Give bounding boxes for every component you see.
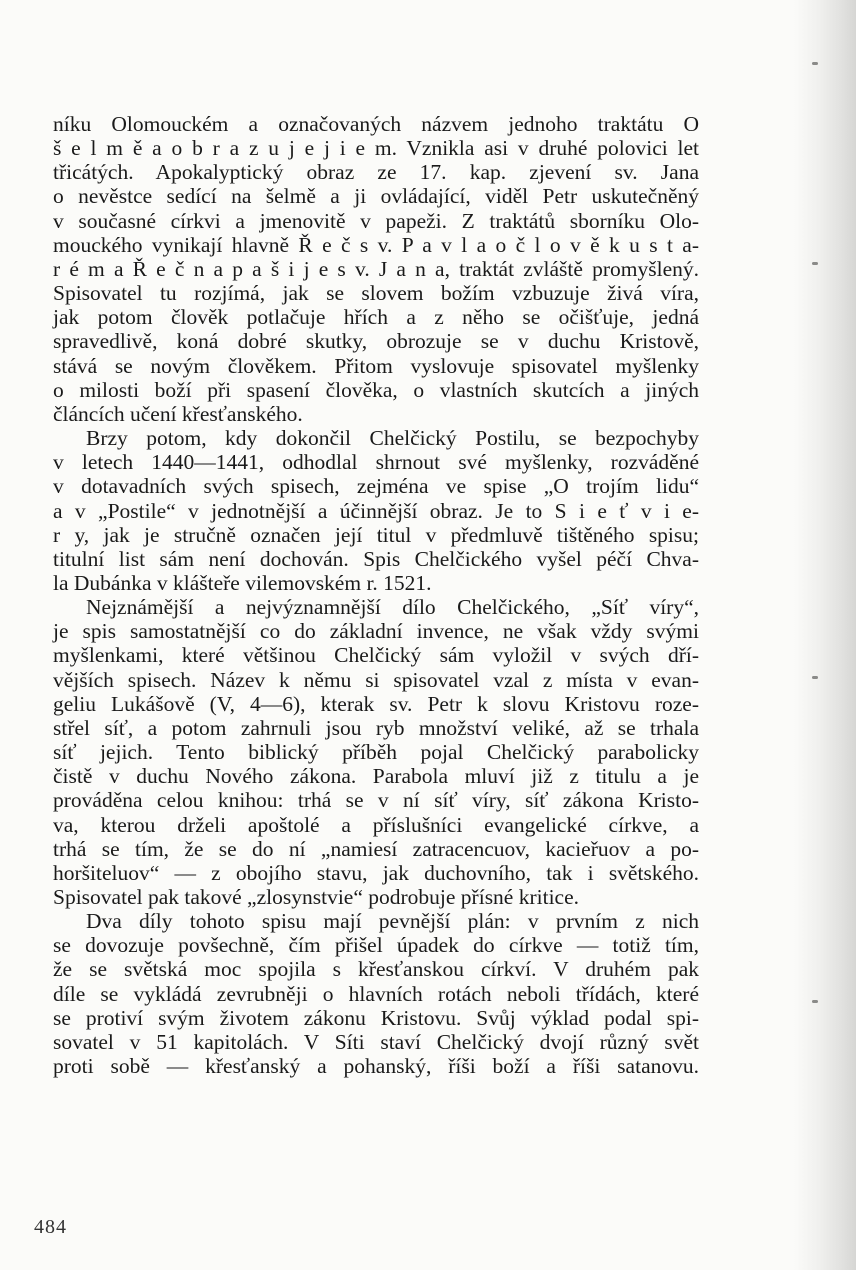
text-line: v dotavadních svých spisech, zejména ve spise „O trojím lidu“ — [53, 474, 699, 499]
text-line: horšiteluov“ — z obojího stavu, jak duchovního, tak i světského. — [53, 860, 699, 885]
text-line: mouckého vynikají hlavně Ř e č s v. P a v l a o č l o v ě k u s t a- — [53, 232, 699, 257]
text-line: stává se novým člověkem. Přitom vyslovuje spisovatel myšlenky — [53, 353, 699, 378]
text-line: sovatel v 51 kapitolách. V Síti staví Chelčický dvojí různý svět — [53, 1029, 699, 1054]
text-line: v letech 1440—1441, odhodlal shrnout své myšlenky, rozváděné — [53, 450, 699, 475]
text-line: v současné církvi a jmenovitě v papeži. Z traktátů sborníku Olo- — [53, 208, 699, 233]
text-line: je spis samostatnější co do základní invence, ne však vždy svými — [53, 619, 699, 644]
text-line: vějších spisech. Název k němu si spisovatel vzal z místa v evan- — [53, 667, 699, 692]
margin-mark — [812, 1000, 818, 1003]
margin-mark — [812, 262, 818, 265]
text-line: va, kterou drželi apoštolé a příslušníci evangelické církve, a — [53, 812, 699, 837]
text-line: geliu Lukášově (V, 4—6), kterak sv. Petr k slovu Kristovu roze- — [53, 691, 699, 716]
text-line: la Dubánka v klášteře vilemovském r. 1521. — [53, 570, 432, 595]
text-line: myšlenkami, které většinou Chelčický sám vyložil v svých dří- — [53, 643, 699, 668]
text-line: se dovozuje povšechně, čím přišel úpadek do církve — totiž tím, — [53, 933, 699, 958]
text-line: že se světská moc spojila s křesťanskou církví. V druhém pak — [53, 957, 699, 982]
text-line: o nevěstce sedící na šelmě a ji ovládající, viděl Petr uskutečněný — [53, 184, 699, 209]
text-line: níku Olomouckém a označovaných názvem jednoho traktátu O — [53, 112, 699, 136]
text-line: jak potom člověk potlačuje hřích a z něho se očišťuje, jedná — [53, 305, 699, 330]
text-line: prováděna celou knihou: trhá se v ní síť víry, síť zákona Kristo- — [53, 788, 699, 813]
text-line: a v „Postile“ v jednotnější a účinnější obraz. Je to S i e ť v i e- — [53, 498, 699, 523]
text-line: trhá se tím, že se do ní „namiesí zatracencuov, kacieřuov a po- — [53, 836, 699, 861]
text-line: Spisovatel tu rozjímá, jak se slovem božím vzbuzuje živá víra, — [53, 281, 699, 306]
text-line: Spisovatel pak takové „zlosynstvie“ podrobuje přísné kritice. — [53, 885, 580, 909]
text-line: díle se vykládá zevrubněji o hlavních rotách neboli třídách, které — [53, 981, 699, 1006]
text-line: střel síť, a potom zahrnuli jsou ryb množství veliké, až se trhala — [53, 715, 699, 740]
text-line: Dva díly tohoto spisu mají pevnější plán: v prvním z nich — [86, 909, 699, 934]
margin-mark — [812, 676, 818, 679]
text-line: r é m a Ř e č n a p a š i j e s v. J a n a, traktát zvláště promyšlený. — [53, 256, 699, 281]
text-line: třicátých. Apokalyptický obraz ze 17. kap. zjevení sv. Jana — [53, 160, 699, 185]
text-line: spravedlivě, koná dobré skutky, obrozuje se v duchu Kristově, — [53, 329, 699, 354]
text-line: titulní list sám není dochován. Spis Chelčického vyšel péčí Chva- — [53, 546, 699, 571]
text-line: š e l m ě a o b r a z u j e j i e m. Vznikla asi v druhé polovici let — [53, 136, 699, 161]
text-line: Nejznámější a nejvýznamnější dílo Chelčického, „Síť víry“, — [86, 595, 699, 620]
text-line: se protiví svým životem zákonu Kristovu. Svůj výklad podal spi- — [53, 1005, 699, 1030]
text-line: síť jejich. Tento biblický příběh pojal Chelčický parabolicky — [53, 740, 699, 765]
text-line: článcích učení křesťanského. — [53, 401, 303, 426]
margin-mark — [812, 62, 818, 65]
page-gutter-shadow — [794, 0, 856, 1270]
text-line: o milosti boží při spasení člověka, o vlastních skutcích a jiných — [53, 377, 699, 402]
text-line: r y, jak je stručně označen její titul v předmluvě tištěného spisu; — [53, 522, 699, 547]
text-line: čistě v duchu Nového zákona. Parabola mluví již z titulu a je — [53, 764, 699, 789]
text-line: Brzy potom, kdy dokončil Chelčický Postilu, se bezpochyby — [86, 426, 699, 451]
text-line: proti sobě — křesťanský a pohanský, říši boží a říši satanovu. — [53, 1054, 699, 1079]
page-number: 484 — [34, 1216, 67, 1238]
body-text — [53, 112, 699, 1078]
